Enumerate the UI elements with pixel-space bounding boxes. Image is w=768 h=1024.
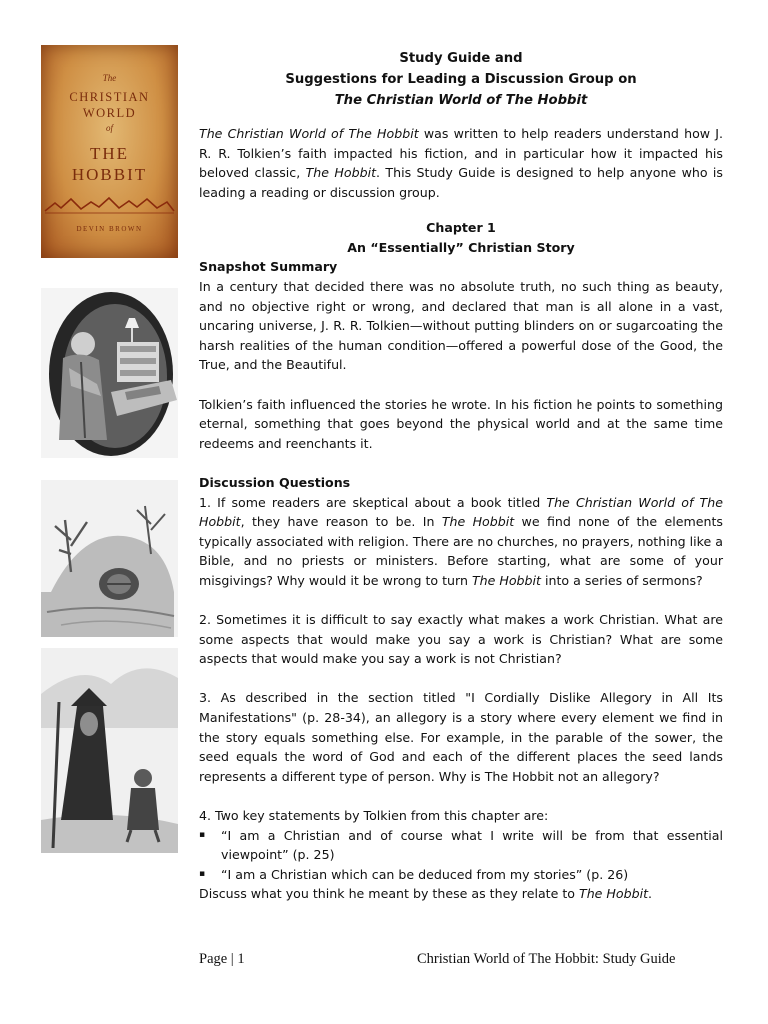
bullet-square-icon: ▪: [199, 829, 206, 840]
bullet-2-text: “I am a Christian which can be deduced from my stories” (p. 26): [221, 866, 629, 882]
question-2: 2. Sometimes it is difficult to say exactly what makes a work Christian. What are some aspects that would make you say a work is Christian? What are some aspects that would make you say a work is not Christian?: [199, 612, 723, 667]
title-line1: Study Guide and: [399, 51, 523, 66]
cover-title-line4: HOBBIT: [71, 165, 148, 184]
discussion-questions-heading: Discussion Questions: [199, 474, 351, 490]
q1-text-e: we find none of the elements typically associated with religion. There are no churches, no prayers, nothing like a Bible, and no priests or ministers. Before starting, what are some of your misgivings? Why would it be wrong to turn: [199, 514, 723, 588]
intro-paragraph: [199, 124, 723, 202]
cover-title-line1: CHRISTIAN: [69, 90, 150, 104]
gandalf-bilbo-illustration: [41, 648, 178, 853]
q1-hobbit-title-2: The Hobbit: [471, 572, 541, 588]
question-1: [199, 493, 723, 591]
chapter-number: Chapter 1: [426, 220, 496, 236]
q4-closing-end: .: [648, 886, 653, 902]
snapshot-paragraph-1: In a century that decided there was no absolute truth, no such thing as beauty, and no objective right or wrong, and declared that man is all alone in a vast, uncaring universe, J. R. R. Tolkien—without putting blinders on or sugarcoating the harsh realities of the human condition—offered a powerful dose of the Good, the True, and the Beautiful.: [199, 278, 723, 373]
question-3: 3. As described in the section titled "I Cordially Dislike Allegory in All Its Manifestations" (p. 28-34), an allegory is a story where every element we find in the story equals something else. For example, in the parable of the sower, the seed equals the word of God and each of the different places the seed lands represents a different type of person. Why is The Hobbit not an allegory?: [199, 690, 723, 784]
bullet-square-icon: ▪: [199, 868, 206, 879]
document-title: [199, 48, 723, 111]
q1-text-g: into a series of sermons?: [540, 572, 703, 588]
q1-book-title: The Christian World of The Hobbit: [199, 494, 723, 530]
question-4-intro: 4. Two key statements by Tolkien from this chapter are:: [199, 808, 549, 823]
chapter-heading: [199, 218, 723, 257]
bullet-1-text: “I am a Christian and of course what I write will be from that essential viewpoint” (p. 25): [221, 827, 723, 863]
q4-closing-text: Discuss what you think he meant by these as they relate to: [199, 886, 579, 902]
snapshot-paragraph-2: Tolkien’s faith influenced the stories he wrote. In his fiction he points to something eternal, something that goes beyond the physical world and at the same time redeems and reenchants it.: [199, 396, 723, 451]
cover-of: of: [105, 123, 113, 133]
q1-hobbit-title-1: The Hobbit: [441, 514, 515, 530]
book-cover-image: [41, 45, 178, 258]
chapter-title: An “Essentially” Christian Story: [347, 239, 575, 255]
title-line2: Suggestions for Leading a Discussion Group on: [285, 72, 637, 87]
question-4-bullet-2: [199, 865, 723, 885]
snapshot-summary-heading: Snapshot Summary: [199, 259, 338, 275]
page-number: Page | 1: [199, 951, 245, 967]
q1-text-a: 1. If some readers are skeptical about a book titled: [199, 494, 547, 510]
cover-title-line2: WORLD: [82, 106, 137, 120]
intro-text-a: was written to help readers understand how J. R. R. Tolkien’s faith impacted his fiction, and in particular how it impacted his beloved classic,: [199, 126, 724, 181]
study-guide-text: [199, 48, 723, 904]
title-line3: The Christian World of The Hobbit: [334, 93, 588, 108]
cover-title-line3: THE: [89, 144, 130, 163]
intro-text-b: . This Study Guide is designed to help anyone who is leading a reading or discussion group.: [199, 165, 723, 200]
cover-the: The: [102, 73, 117, 83]
intro-book-title: The Christian World of The Hobbit: [199, 126, 419, 141]
q1-text-c: , they have reason to be. In: [240, 514, 442, 530]
intro-hobbit-title: The Hobbit: [305, 165, 377, 181]
cover-mountains-icon: [41, 195, 178, 217]
cover-author: DEVIN BROWN: [76, 225, 143, 233]
footer-title: Christian World of The Hobbit: Study Guide: [417, 951, 676, 967]
question-4-bullet-1: [199, 826, 723, 865]
tolkien-desk-illustration: [41, 288, 178, 458]
hobbit-hole-illustration: [41, 480, 178, 637]
q4-hobbit-title: The Hobbit: [579, 886, 649, 902]
question-4-closing: [199, 884, 723, 904]
